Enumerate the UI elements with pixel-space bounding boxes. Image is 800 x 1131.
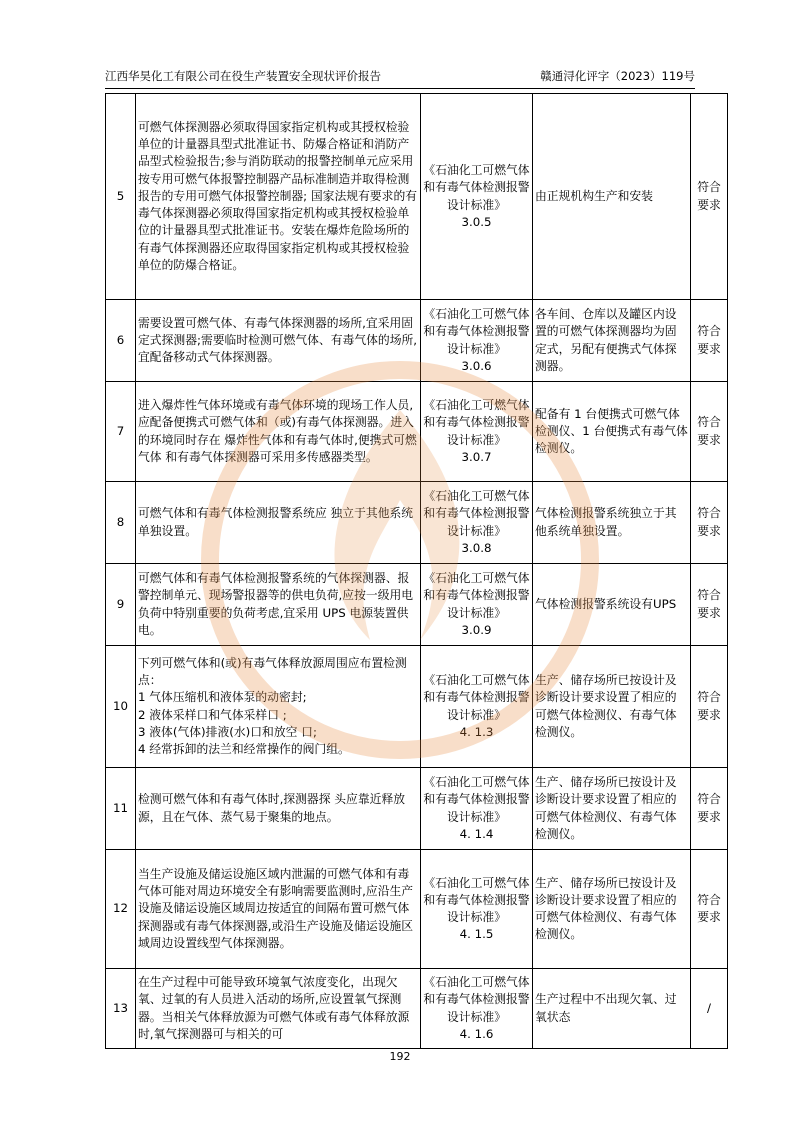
conclusion-cell: 符合要求 [691,382,728,482]
row-number: 10 [106,646,136,768]
standard-name: 《石油化工可燃气体和有毒气体检测报警设计标准》 [423,775,530,824]
row-number: 6 [106,300,136,382]
fact-cell: 生产、储存场所已按设计及诊断设计要求设置了相应的可燃气体检测仪、有毒气体检测仪。 [533,850,691,969]
standard-clause: 4. 1.5 [459,927,494,942]
standard-cell [421,969,533,1049]
fact-cell: 由正规机构生产和安装 [533,94,691,300]
page-number: 192 [389,1050,411,1063]
requirement-cell: 下列可燃气体和(或)有毒气体释放源周围应布置检测点： 1 气体压缩机和液体泵的动密封; 2 液体采样口和气体采样口 ; 3 液体(气体)排液(水)口和放空 口; 4 经常拆卸的法兰和经常操作的阀门组。 [136,646,421,768]
standard-cell [421,94,533,300]
row-number: 13 [106,969,136,1049]
requirement-cell: 可燃气体探测器必须取得国家指定机构或其授权检验单位的计量器具型式批准证书、防爆合格证和消防产品型式检验报告;参与消防联动的报警控制单元应采用按专用可燃气体报警控制器产品标准制造并取得检测报告的专用可燃气体报警控制器; 国家法规有要求的有毒气体探测器必须取得国家指定机构或其授权检验单位的计量器具型式批准证书。安装在爆炸危险场所的有毒气体探测器还应取得国家指定机构或其授权检验单位的防爆合格证。 [136,94,421,300]
row-number: 9 [106,564,136,646]
standard-clause: 3.0.5 [461,214,492,229]
conclusion-cell: 符合要求 [691,94,728,300]
evaluation-table [105,93,728,1049]
conclusion-cell: 符合要求 [691,646,728,768]
table-row [106,564,728,646]
conclusion-cell: 符合要求 [691,300,728,382]
standard-name: 《石油化工可燃气体和有毒气体检测报警设计标准》 [423,673,530,722]
conclusion-cell: 符合要求 [691,482,728,564]
row-number: 8 [106,482,136,564]
table-row [106,768,728,850]
conclusion-cell: 符合要求 [691,768,728,850]
standard-name: 《石油化工可燃气体和有毒气体检测报警设计标准》 [423,398,530,447]
conclusion-cell: / [691,969,728,1049]
conclusion-cell: 符合要求 [691,564,728,646]
row-number: 11 [106,768,136,850]
table-row [106,850,728,969]
table-row [106,646,728,768]
standard-clause: 4. 1.6 [459,1026,494,1041]
row-number: 5 [106,94,136,300]
standard-clause: 4. 1.4 [459,826,494,841]
requirement-cell: 需要设置可燃气体、有毒气体探测器的场所,宜采用固定式探测器;需要临时检测可燃气体、有毒气体的场所,宜配备移动式气体探测器。 [136,300,421,382]
standard-cell [421,564,533,646]
fact-cell: 气体检测报警系统设有UPS [533,564,691,646]
conclusion-cell: 符合要求 [691,850,728,969]
table-row [106,482,728,564]
standard-clause: 3.0.8 [461,540,492,555]
requirement-cell: 检测可燃气体和有毒气体时,探测器探 头应靠近释放源，且在气体、蒸气易于聚集的地点。 [136,768,421,850]
page-header [105,60,695,89]
standard-cell [421,382,533,482]
row-number: 7 [106,382,136,482]
header-report-number: 赣通浔化评字（2023）119号 [540,69,695,83]
table-row [106,382,728,482]
table-row [106,300,728,382]
standard-cell [421,768,533,850]
table-row [106,94,728,300]
standard-cell [421,482,533,564]
requirement-cell: 进入爆炸性气体环境或有毒气体环境的现场工作人员,应配备便携式可燃气体和（或)有毒气体探测器。进入的环境同时存在 爆炸性气体和有毒气体时,便携式可燃气体 和有毒气体探测器可采用多传感器类型。 [136,382,421,482]
requirement-cell: 在生产过程中可能导致环境氧气浓度变化，出现欠氧、过氧的有人员进入活动的场所,应设置氧气探测器。当相关气体释放源为可燃气体或有毒气体释放源时,氧气探测器可与相关的可 [136,969,421,1049]
standard-name: 《石油化工可燃气体和有毒气体检测报警设计标准》 [423,875,530,924]
standard-cell [421,300,533,382]
requirement-cell: 当生产设施及储运设施区域内泄漏的可燃气体和有毒气体可能对周边环境安全有影响需要监测时,应沿生产设施及储运设施区域周边按适宜的间隔布置可燃气体探测器或有毒气体探测器,或沿生产设施及储运设施区域周边设置线型气体探测器。 [136,850,421,969]
standard-clause: 4. 1.3 [459,724,494,739]
fact-cell: 生产、储存场所已按设计及诊断设计要求设置了相应的可燃气体检测仪、有毒气体检测仪。 [533,768,691,850]
standard-clause: 3.0.7 [461,449,492,464]
fact-cell: 生产、储存场所已按设计及诊断设计要求设置了相应的可燃气体检测仪、有毒气体检测仪。 [533,646,691,768]
standard-cell [421,850,533,969]
standard-name: 《石油化工可燃气体和有毒气体检测报警设计标准》 [423,489,530,538]
standard-name: 《石油化工可燃气体和有毒气体检测报警设计标准》 [423,163,530,212]
standard-clause: 3.0.9 [461,622,492,637]
fact-cell: 配备有 1 台便携式可燃气体检测仪、1 台便携式有毒气体检测仪。 [533,382,691,482]
standard-clause: 3.0.6 [461,358,492,373]
requirement-cell: 可燃气体和有毒气体检测报警系统应 独立于其他系统单独设置。 [136,482,421,564]
fact-cell: 气体检测报警系统独立于其他系统单独设置。 [533,482,691,564]
standard-name: 《石油化工可燃气体和有毒气体检测报警设计标准》 [423,571,530,620]
fact-cell: 各车间、仓库以及罐区内设置的可燃气体探测器均为固定式，另配有便携式气体探测器。 [533,300,691,382]
standard-name: 《石油化工可燃气体和有毒气体检测报警设计标准》 [423,307,530,356]
standard-name: 《石油化工可燃气体和有毒气体检测报警设计标准》 [423,975,530,1024]
standard-cell [421,646,533,768]
table-row [106,969,728,1049]
header-report-title: 江西华昊化工有限公司在役生产装置安全现状评价报告 [105,69,381,83]
fact-cell: 生产过程中不出现欠氧、过氧状态 [533,969,691,1049]
requirement-cell: 可燃气体和有毒气体检测报警系统的气体探测器、报警控制单元、现场警报器等的供电负荷,应按一级用电负荷中特别重要的负荷考虑,宜采用 UPS 电源装置供电。 [136,564,421,646]
row-number: 12 [106,850,136,969]
